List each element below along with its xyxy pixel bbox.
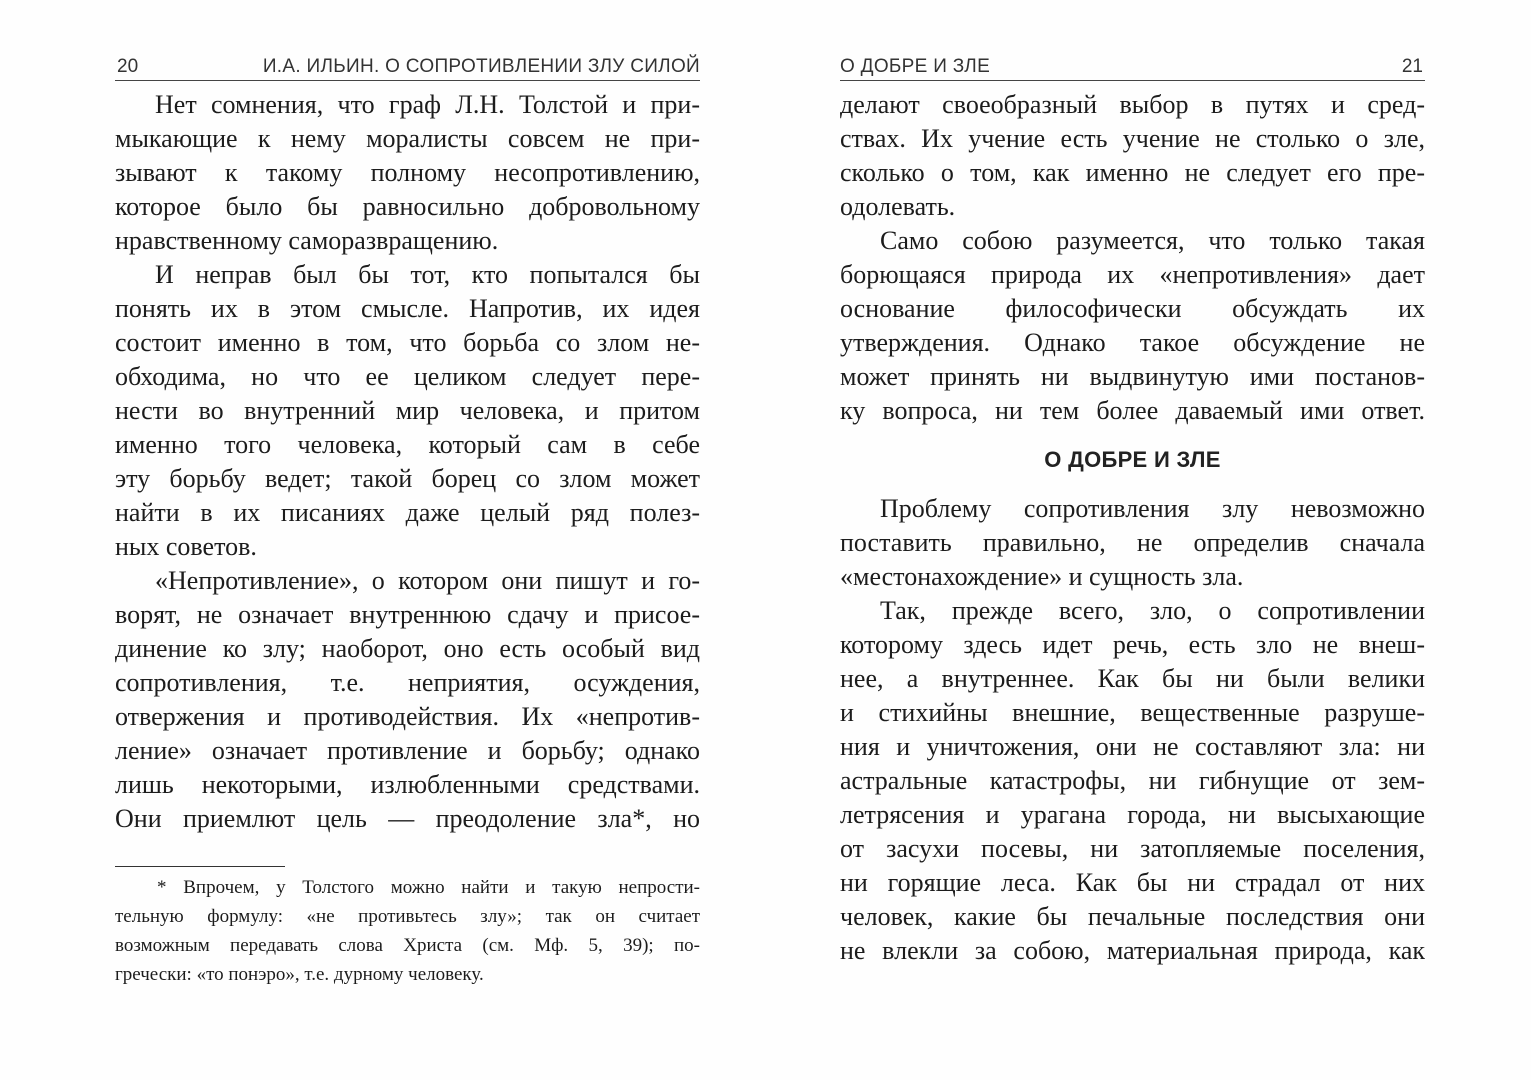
text-line: Само собою разумеется, что только такая (880, 226, 1425, 255)
text-line: Нет сомнения, что граф Л.Н. Толстой и при- (155, 90, 700, 119)
left-running-header (115, 54, 700, 81)
text-line: нравственному саморазвращению. (115, 226, 499, 255)
text-line: динение ко злу; наоборот, оно есть особый вид (115, 634, 700, 663)
text-line: которое было бы равносильно добровольному (115, 192, 700, 221)
text-line: не влекли за собою, материальная природа, как (840, 936, 1425, 965)
text-line: обходима, но что ее целиком следует пере- (115, 362, 700, 391)
text-line: может принять ни выдвинутую ими постанов- (840, 362, 1425, 391)
text-line: именно того человека, который сам в себе (115, 430, 700, 459)
right-page (840, 0, 1425, 1080)
text-line: и стихийны внешние, вещественные разруше- (840, 698, 1425, 727)
footnote-line: возможным передавать слова Христа (см. Мф. 5, 39); по- (115, 935, 700, 956)
text-line: основание философически обсуждать их (840, 294, 1425, 323)
text-line: отвержения и противодействия. Их «непротив- (115, 702, 700, 731)
right-body-text (840, 88, 1425, 968)
text-line: сопротивления, т.е. неприятия, осуждения, (115, 668, 700, 697)
text-line: И неправ был бы тот, кто попытался бы (155, 260, 700, 289)
left-page-number: 20 (117, 56, 139, 77)
right-page-number: 21 (1401, 56, 1423, 77)
text-line: мыкающие к нему моралисты совсем не при- (115, 124, 700, 153)
text-line: ление» означает противление и борьбу; однако (115, 736, 700, 765)
text-line: ния и уничтожения, они не составляют зла: ни (840, 732, 1425, 761)
left-running-title: И.А. ИЛЬИН. О СОПРОТИВЛЕНИИ ЗЛУ СИЛОЙ (262, 56, 700, 77)
footnote-divider (115, 866, 285, 867)
text-line: понять их в этом смысле. Напротив, их идея (115, 294, 700, 323)
text-line: нее, а внутреннее. Как бы ни были велики (840, 664, 1425, 693)
text-line: «местонахождение» и сущность зла. (840, 562, 1244, 591)
right-running-header (840, 54, 1425, 81)
text-line: найти в их писаниях даже целый ряд полез- (115, 498, 700, 527)
text-line: человек, какие бы печальные последствия они (840, 902, 1425, 931)
text-line: делают своеобразный выбор в путях и сред- (840, 90, 1425, 119)
text-line: нести во внутренний мир человека, и притом (115, 396, 700, 425)
text-line: ни горящие леса. Как бы ни страдал от них (840, 868, 1425, 897)
text-line: утверждения. Однако такое обсуждение не (840, 328, 1425, 357)
text-line: от засухи посевы, ни затопляемые поселения, (840, 834, 1425, 863)
text-line: лишь некоторыми, излюбленными средствами. (115, 770, 700, 799)
text-line: зывают к такому полному несопротивлению, (115, 158, 700, 187)
text-line: Так, прежде всего, зло, о сопротивлении (880, 596, 1425, 625)
text-line: Они приемлют цель — преодоление зла*, но (115, 804, 700, 833)
left-page (115, 0, 700, 1080)
text-line: борющаяся природа их «непротивления» дает (840, 260, 1425, 289)
text-line: ворят, не означает внутреннюю сдачу и присое- (115, 600, 700, 629)
text-line: эту борьбу ведет; такой борец со злом может (115, 464, 700, 493)
footnote-line: тельную формулу: «не противьтесь злу»; так он считает (115, 906, 700, 927)
text-line: состоит именно в том, что борьба со злом не- (115, 328, 700, 357)
text-line: астральные катастрофы, ни гибнущие от зем- (840, 766, 1425, 795)
text-line: одолевать. (840, 192, 956, 221)
left-body-text (115, 88, 700, 836)
text-line: ствах. Их учение есть учение не столько о зле, (840, 124, 1425, 153)
text-line: сколько о том, как именно не следует его пре- (840, 158, 1425, 187)
text-line: летрясения и урагана города, ни высыхающие (840, 800, 1425, 829)
text-line: которому здесь идет речь, есть зло не внеш- (840, 630, 1425, 659)
text-line: Проблему сопротивления злу невозможно (880, 494, 1425, 523)
text-line: поставить правильно, не определив сначала (840, 528, 1425, 557)
footnote-line: * Впрочем, у Толстого можно найти и такую непрости- (157, 877, 700, 898)
section-heading: О ДОБРЕ И ЗЛЕ (1044, 447, 1221, 472)
text-line: ку вопроса, ни тем более даваемый ими ответ. (840, 396, 1425, 425)
text-line: «Непротивление», о котором они пишут и го- (155, 566, 700, 595)
text-line: ных советов. (115, 532, 257, 561)
footnote (115, 873, 700, 989)
footnote-line: гречески: «то понэро», т.е. дурному человеку. (115, 964, 484, 985)
right-running-title: О ДОБРЕ И ЗЛЕ (840, 56, 991, 77)
